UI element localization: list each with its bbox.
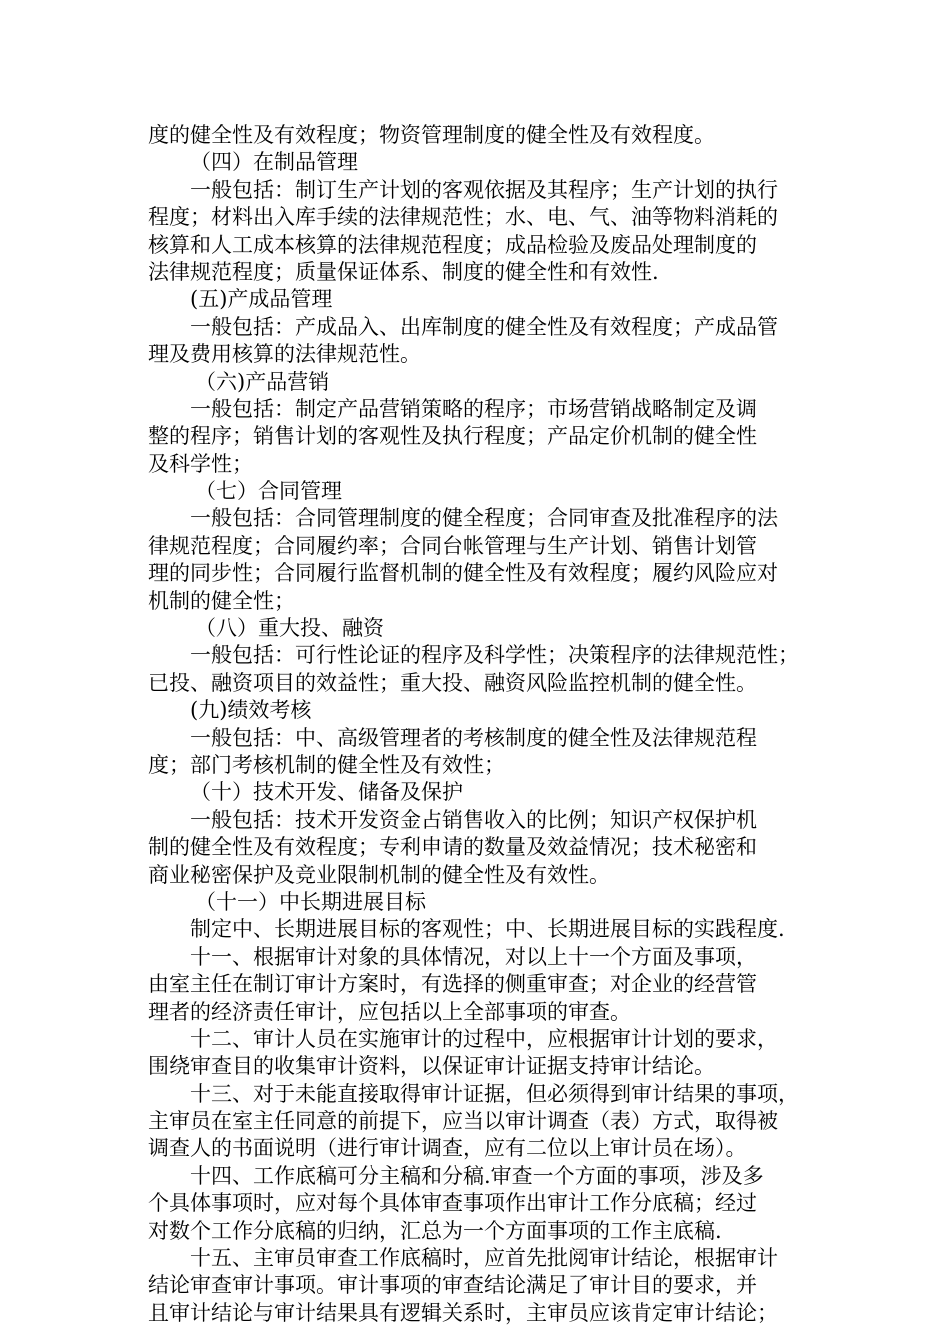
text-line: 已投、融资项目的效益性；重大投、融资风险监控机制的健全性。 xyxy=(148,670,757,695)
text-line: 理及费用核算的法律规范性。 xyxy=(148,342,421,367)
text-line: 及科学性； xyxy=(148,451,253,476)
text-line: 十二、审计人员在实施审计的过程中，应根据审计计划的要求， xyxy=(190,1026,778,1051)
text-line: 整的程序；销售计划的客观性及执行程度；产品定价机制的健全性 xyxy=(148,424,757,449)
text-line: 结论审查审计事项。审计事项的审查结论满足了审计目的要求，并 xyxy=(148,1273,757,1298)
text-line: 机制的健全性； xyxy=(148,588,295,613)
text-line: 一般包括：合同管理制度的健全程度；合同审查及批准程序的法 xyxy=(190,506,778,531)
text-line: 核算和人工成本核算的法律规范程度；成品检验及废品处理制度的 xyxy=(148,232,757,257)
text-line: 程度；材料出入库手续的法律规范性；水、电、气、油等物料消耗的 xyxy=(148,205,778,230)
text-line: 由室主任在制订审计方案时，有选择的侧重审查；对企业的经营管 xyxy=(148,972,757,997)
text-line: 一般包括：可行性论证的程序及科学性；决策程序的法律规范性； xyxy=(190,643,799,668)
text-line: 律规范程度；合同履约率；合同台帐管理与生产计划、销售计划管 xyxy=(148,533,757,558)
text-line: 十五、主审员审查工作底稿时，应首先批阅审计结论，根据审计 xyxy=(190,1246,778,1271)
text-line: 十一、根据审计对象的具体情况，对以上十一个方面及事项， xyxy=(190,944,757,969)
text-line: 一般包括：中、高级管理者的考核制度的健全性及法律规范程 xyxy=(190,725,757,750)
text-line: 一般包括：制定产品营销策略的程序；市场营销战略制定及调 xyxy=(190,396,757,421)
text-line: 围绕审查目的收集审计资料，以保证审计证据支持审计结论。 xyxy=(148,1054,715,1079)
text-line: 制定中、长期进展目标的客观性；中、长期进展目标的实践程度. xyxy=(190,917,785,942)
text-line: 制的健全性及有效程度；专利申请的数量及效益情况；技术秘密和 xyxy=(148,835,757,860)
text-line: 个具体事项时，应对每个具体审查事项作出审计工作分底稿；经过 xyxy=(148,1191,757,1216)
text-line: 商业秘密保护及竞业限制机制的健全性及有效性。 xyxy=(148,862,610,887)
text-line: 一般包括：技术开发资金占销售收入的比例；知识产权保护机 xyxy=(190,807,757,832)
text-line: 法律规范程度；质量保证体系、制度的健全性和有效性. xyxy=(148,259,659,284)
text-line: （六)产品营销 xyxy=(195,369,330,394)
text-line: 调查人的书面说明（进行审计调查，应有二位以上审计员在场）。 xyxy=(148,1136,747,1161)
text-line: 度；部门考核机制的健全性及有效性； xyxy=(148,752,505,777)
text-line: （四）在制品管理 xyxy=(190,150,358,175)
text-line: （十一）中长期进展目标 xyxy=(195,889,426,914)
text-line: 理的同步性；合同履行监督机制的健全性及有效程度；履约风险应对 xyxy=(148,561,778,586)
text-line: (五)产成品管理 xyxy=(190,287,333,312)
text-line: (九)绩效考核 xyxy=(190,698,312,723)
text-line: （十）技术开发、储备及保护 xyxy=(190,780,463,805)
text-line: 度的健全性及有效程度；物资管理制度的健全性及有效程度。 xyxy=(148,123,715,147)
text-line: 理者的经济责任审计，应包括以上全部事项的审查。 xyxy=(148,999,631,1024)
text-line: 且审计结论与审计结果具有逻辑关系时，主审员应该肯定审计结论； xyxy=(148,1300,778,1325)
text-line: （七）合同管理 xyxy=(195,479,342,504)
text-line: （八）重大投、融资 xyxy=(195,616,384,641)
text-line: 对数个工作分底稿的归纳，汇总为一个方面事项的工作主底稿. xyxy=(148,1218,722,1243)
text-line: 主审员在室主任同意的前提下，应当以审计调查（表）方式，取得被 xyxy=(148,1109,778,1134)
document-page xyxy=(148,122,808,1327)
text-line: 十四、工作底稿可分主稿和分稿.审查一个方面的事项，涉及多 xyxy=(190,1163,764,1188)
text-line: 一般包括：制订生产计划的客观依据及其程序；生产计划的执行 xyxy=(190,177,778,202)
text-line: 十三、对于未能直接取得审计证据，但必须得到审计结果的事项， xyxy=(190,1081,799,1106)
text-line: 一般包括：产成品入、出库制度的健全性及有效程度；产成品管 xyxy=(190,314,778,339)
